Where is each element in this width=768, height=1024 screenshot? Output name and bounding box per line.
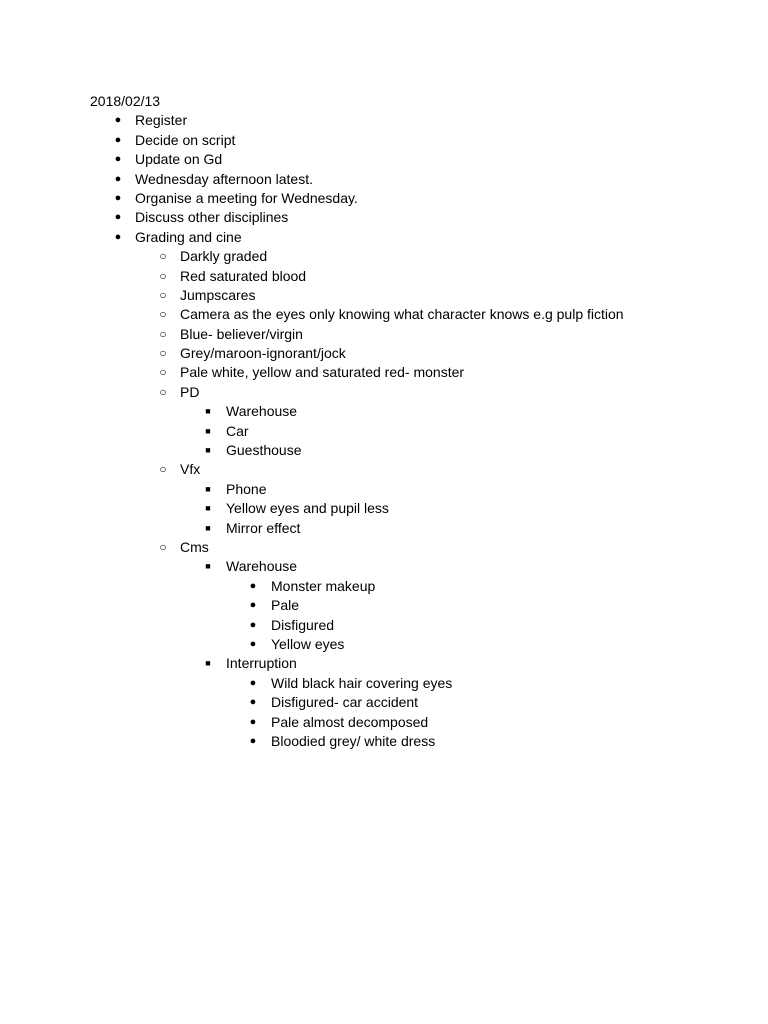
list-item — [90, 267, 730, 286]
list-item-text: Camera as the eyes only knowing what character knows e.g pulp fiction — [180, 306, 624, 323]
list-item-text: Pale — [271, 597, 300, 614]
list-item — [90, 189, 730, 208]
bullet-circle-icon: ○ — [159, 462, 167, 477]
list-item-text: Pale white, yellow and saturated red- monster — [180, 364, 465, 381]
list-item-text: Vfx — [180, 461, 201, 478]
bullet-disc-icon: ● — [249, 599, 257, 612]
list-item — [90, 208, 730, 227]
bullet-disc-icon: ● — [114, 211, 122, 224]
bullet-circle-icon: ○ — [159, 384, 167, 399]
list-item — [90, 596, 730, 615]
list-item-text: Grey/maroon-ignorant/jock — [180, 345, 346, 362]
list-item-text: Cms — [180, 538, 209, 555]
bullet-disc-icon: ● — [249, 696, 257, 709]
list-item-text: Decide on script — [135, 131, 236, 148]
bullet-disc-icon: ● — [249, 618, 257, 631]
list-item — [90, 383, 730, 402]
bullet-disc-icon: ● — [114, 191, 122, 204]
list-item-text: Warehouse — [226, 403, 298, 420]
list-item-text: Disfigured — [271, 616, 335, 633]
list-item — [90, 693, 730, 712]
list-item-text: Red saturated blood — [180, 267, 307, 284]
list-item-text: Blue- believer/virgin — [180, 325, 303, 342]
list-item — [90, 363, 730, 382]
list-item-text: Car — [226, 422, 249, 439]
list-item — [90, 247, 730, 266]
bullet-circle-icon: ○ — [159, 346, 167, 361]
list-item — [90, 674, 730, 693]
list-item — [90, 499, 730, 518]
document-content — [90, 92, 730, 751]
list-item-text: Warehouse — [226, 558, 298, 575]
list-item-text: Guesthouse — [226, 442, 302, 459]
list-item-text: Grading and cine — [135, 228, 242, 245]
list-item — [90, 557, 730, 576]
bullet-square-icon: ■ — [205, 425, 211, 436]
list-item — [90, 422, 730, 441]
bullet-disc-icon: ● — [249, 637, 257, 650]
bullet-circle-icon: ○ — [159, 539, 167, 554]
list-item — [90, 305, 730, 324]
list-item-text: Interruption — [226, 655, 297, 672]
list-item — [90, 616, 730, 635]
list-item — [90, 344, 730, 363]
bullet-circle-icon: ○ — [159, 268, 167, 283]
list-item — [90, 228, 730, 247]
list-item — [90, 654, 730, 673]
bullet-square-icon: ■ — [205, 522, 211, 533]
list-item — [90, 713, 730, 732]
list-item-text: Wild black hair covering eyes — [271, 674, 453, 691]
list-item-text: Yellow eyes — [271, 635, 345, 652]
list-item — [90, 732, 730, 751]
bullet-disc-icon: ● — [114, 114, 122, 127]
list-item-text: Discuss other disciplines — [135, 209, 289, 226]
list-item — [90, 441, 730, 460]
list-item — [90, 538, 730, 557]
bullet-disc-icon: ● — [114, 230, 122, 243]
list-item-text: Organise a meeting for Wednesday. — [135, 189, 358, 206]
bullet-square-icon: ■ — [205, 483, 211, 494]
list-item — [90, 150, 730, 169]
bullet-square-icon: ■ — [205, 406, 211, 417]
list-item — [90, 635, 730, 654]
document-date: 2018/02/13 — [90, 93, 161, 109]
list-item — [90, 111, 730, 130]
list-item-text: Phone — [226, 480, 267, 497]
list-item-text: Darkly graded — [180, 248, 268, 265]
list-item — [90, 460, 730, 479]
bullet-disc-icon: ● — [114, 133, 122, 146]
list-item-text: Yellow eyes and pupil less — [226, 500, 389, 517]
bullet-disc-icon: ● — [114, 172, 122, 185]
list-item-text: PD — [180, 383, 200, 400]
list-item-text: Disfigured- car accident — [271, 694, 419, 711]
list-item-text: Pale almost decomposed — [271, 713, 429, 730]
list-item — [90, 131, 730, 150]
list-item — [90, 480, 730, 499]
bullet-circle-icon: ○ — [159, 287, 167, 302]
list-item — [90, 286, 730, 305]
bullet-square-icon: ■ — [205, 561, 211, 572]
bulleted-list — [90, 111, 730, 751]
list-item — [90, 325, 730, 344]
list-item-text: Monster makeup — [271, 577, 376, 594]
bullet-circle-icon: ○ — [159, 326, 167, 341]
list-item-text: Mirror effect — [226, 519, 301, 536]
bullet-square-icon: ■ — [205, 445, 211, 456]
list-item — [90, 519, 730, 538]
bullet-disc-icon: ● — [249, 676, 257, 689]
list-item-text: Bloodied grey/ white dress — [271, 732, 436, 749]
list-item-text: Register — [135, 112, 188, 129]
list-item-text: Jumpscares — [180, 286, 256, 303]
bullet-disc-icon: ● — [249, 715, 257, 728]
bullet-disc-icon: ● — [249, 579, 257, 592]
bullet-circle-icon: ○ — [159, 365, 167, 380]
list-item — [90, 170, 730, 189]
list-item — [90, 402, 730, 421]
list-item-text: Update on Gd — [135, 151, 223, 168]
bullet-disc-icon: ● — [114, 153, 122, 166]
list-item — [90, 577, 730, 596]
list-item-text: Wednesday afternoon latest. — [135, 170, 313, 187]
bullet-square-icon: ■ — [205, 658, 211, 669]
bullet-square-icon: ■ — [205, 503, 211, 514]
bullet-circle-icon: ○ — [159, 307, 167, 322]
bullet-disc-icon: ● — [249, 734, 257, 747]
bullet-circle-icon: ○ — [159, 249, 167, 264]
